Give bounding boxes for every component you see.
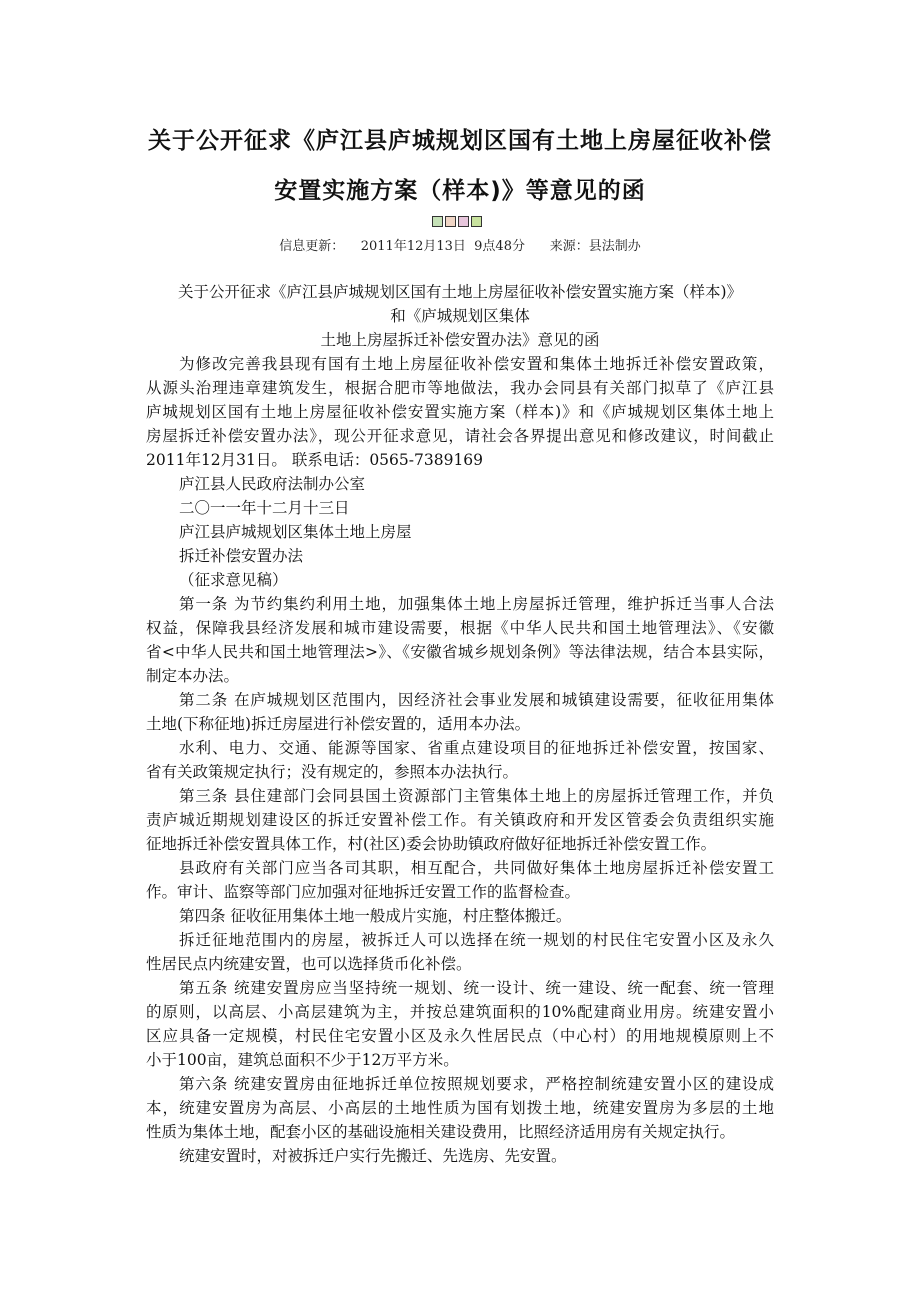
subdoc-title-line-1: 庐江县庐城规划区集体土地上房屋 <box>179 523 412 541</box>
paragraph-line: 房屋拆迁补偿安置办法》，现公开征求意见，请社会各界提出意见和修改建议，时间截止 <box>146 427 774 445</box>
heading-line-1: 关于公开征求《庐江县庐城规划区国有土地上房屋征收补偿安置实施方案（样本)》 <box>177 283 743 301</box>
heading-line-2: 和《庐城规划区集体 <box>390 307 530 325</box>
article-3-line: 责庐城近期规划建设区的拆迁安置补偿工作。有关镇政府和开发区管委会负责组织实施 <box>146 811 774 829</box>
article-3-line: 征地拆迁补偿安置具体工作，村(社区)委会协助镇政府做好征地拆迁补偿安置工作。 <box>146 835 717 853</box>
paragraph-line: 2011年12月31日。 联系电话：0565-7389169 <box>146 451 484 469</box>
article-6-line: 性质为集体土地，配套小区的基础设施相关建设费用，比照经济适用房有关规定执行。 <box>146 1123 736 1141</box>
heading-line-3: 土地上房屋拆迁补偿安置办法》意见的函 <box>320 331 600 349</box>
article-3-sub-line: 作。审计、监察等部门应加强对征地拆迁安置工作的监督检查。 <box>146 883 581 901</box>
article-5-line: 第五条 统建安置房应当坚持统一规划、统一设计、统一建设、统一配套、统一管理 <box>179 979 774 997</box>
paragraph-line: 庐城规划区国有土地上房屋征收补偿安置实施方案（样本)》和《庐城规划区集体土地上 <box>146 403 774 421</box>
document-body <box>146 280 774 1168</box>
font-size-small-button[interactable] <box>458 216 469 227</box>
article-4-sub-line: 性居民点内统建安置，也可以选择货币化补偿。 <box>146 955 472 973</box>
font-size-medium-button[interactable] <box>445 216 456 227</box>
article-3-line: 第三条 县住建部门会同县国土资源部门主管集体土地上的房屋拆迁管理工作，并负 <box>179 787 774 805</box>
issuer-name: 庐江县人民政府法制办公室 <box>179 475 366 493</box>
issue-date: 二〇一一年十二月十三日 <box>179 499 350 517</box>
article-4-sub-line: 拆迁征地范围内的房屋，被拆迁人可以选择在统一规划的村民住宅安置小区及永久 <box>179 931 774 949</box>
paragraph-line: 从源头治理违章建筑发生，根据合肥市等地做法，我办会同县有关部门拟草了《庐江县 <box>146 379 774 397</box>
article-1-line: 权益，保障我县经济发展和城市建设需要，根据《中华人民共和国土地管理法》、《安徽 <box>146 619 774 637</box>
font-size-default-button[interactable] <box>471 216 482 227</box>
draft-note: （征求意见稿） <box>179 571 288 589</box>
paragraph-line: 为修改完善我县现有国有土地上房屋征收补偿安置和集体土地拆迁补偿安置政策， <box>179 355 774 373</box>
article-1-line: 制定本办法。 <box>146 667 240 685</box>
article-5-line: 区应具备一定规模，村民住宅安置小区及永久性居民点（中心村）的用地规模原则上不 <box>146 1027 774 1045</box>
article-2-line: 土地(下称征地)拆迁房屋进行补偿安置的，适用本办法。 <box>146 715 531 733</box>
article-2-line: 第二条 在庐城规划区范围内，因经济社会事业发展和城镇建设需要，征收征用集体 <box>179 691 774 709</box>
article-6-line: 本，统建安置房为高层、小高层的土地性质为国有划拨土地，统建安置房为多层的土地 <box>146 1099 774 1117</box>
publish-meta: 信息更新： 2011年12月13日 9点48分 来源：县法制办 <box>279 239 641 254</box>
subdoc-title-line-2: 拆迁补偿安置办法 <box>179 547 304 565</box>
article-5-line: 的原则，以高层、小高层建筑为主，并按总建筑面积的10%配建商业用房。统建安置小 <box>146 1003 774 1021</box>
article-5-line: 小于100亩，建筑总面积不少于12万平方米。 <box>146 1051 459 1069</box>
article-2-sub-line: 省有关政策规定执行；没有规定的，参照本办法执行。 <box>146 763 519 781</box>
font-size-controls <box>432 216 482 229</box>
document-title-line-2: 安置实施方案（样本)》等意见的函 <box>274 178 646 204</box>
article-1-line: 第一条 为节约集约利用土地，加强集体土地上房屋拆迁管理，维护拆迁当事人合法 <box>179 595 774 613</box>
article-4-line: 第四条 征收征用集体土地一般成片实施，村庄整体搬迁。 <box>179 907 572 925</box>
article-6-line: 第六条 统建安置房由征地拆迁单位按照规划要求，严格控制统建安置小区的建设成 <box>179 1075 774 1093</box>
article-3-sub-line: 县政府有关部门应当各司其职，相互配合，共同做好集体土地房屋拆迁补偿安置工 <box>179 859 774 877</box>
article-2-sub-line: 水利、电力、交通、能源等国家、省重点建设项目的征地拆迁补偿安置，按国家、 <box>179 739 774 757</box>
document-title-line-1: 关于公开征求《庐江县庐城规划区国有土地上房屋征收补偿 <box>148 128 772 154</box>
font-size-large-button[interactable] <box>432 216 443 227</box>
article-6-sub-line: 统建安置时，对被拆迁户实行先搬迁、先选房、先安置。 <box>179 1147 567 1165</box>
article-1-line: 省<中华人民共和国土地管理法>》、《安徽省城乡规划条例》等法律法规，结合本县实际， <box>146 643 774 661</box>
